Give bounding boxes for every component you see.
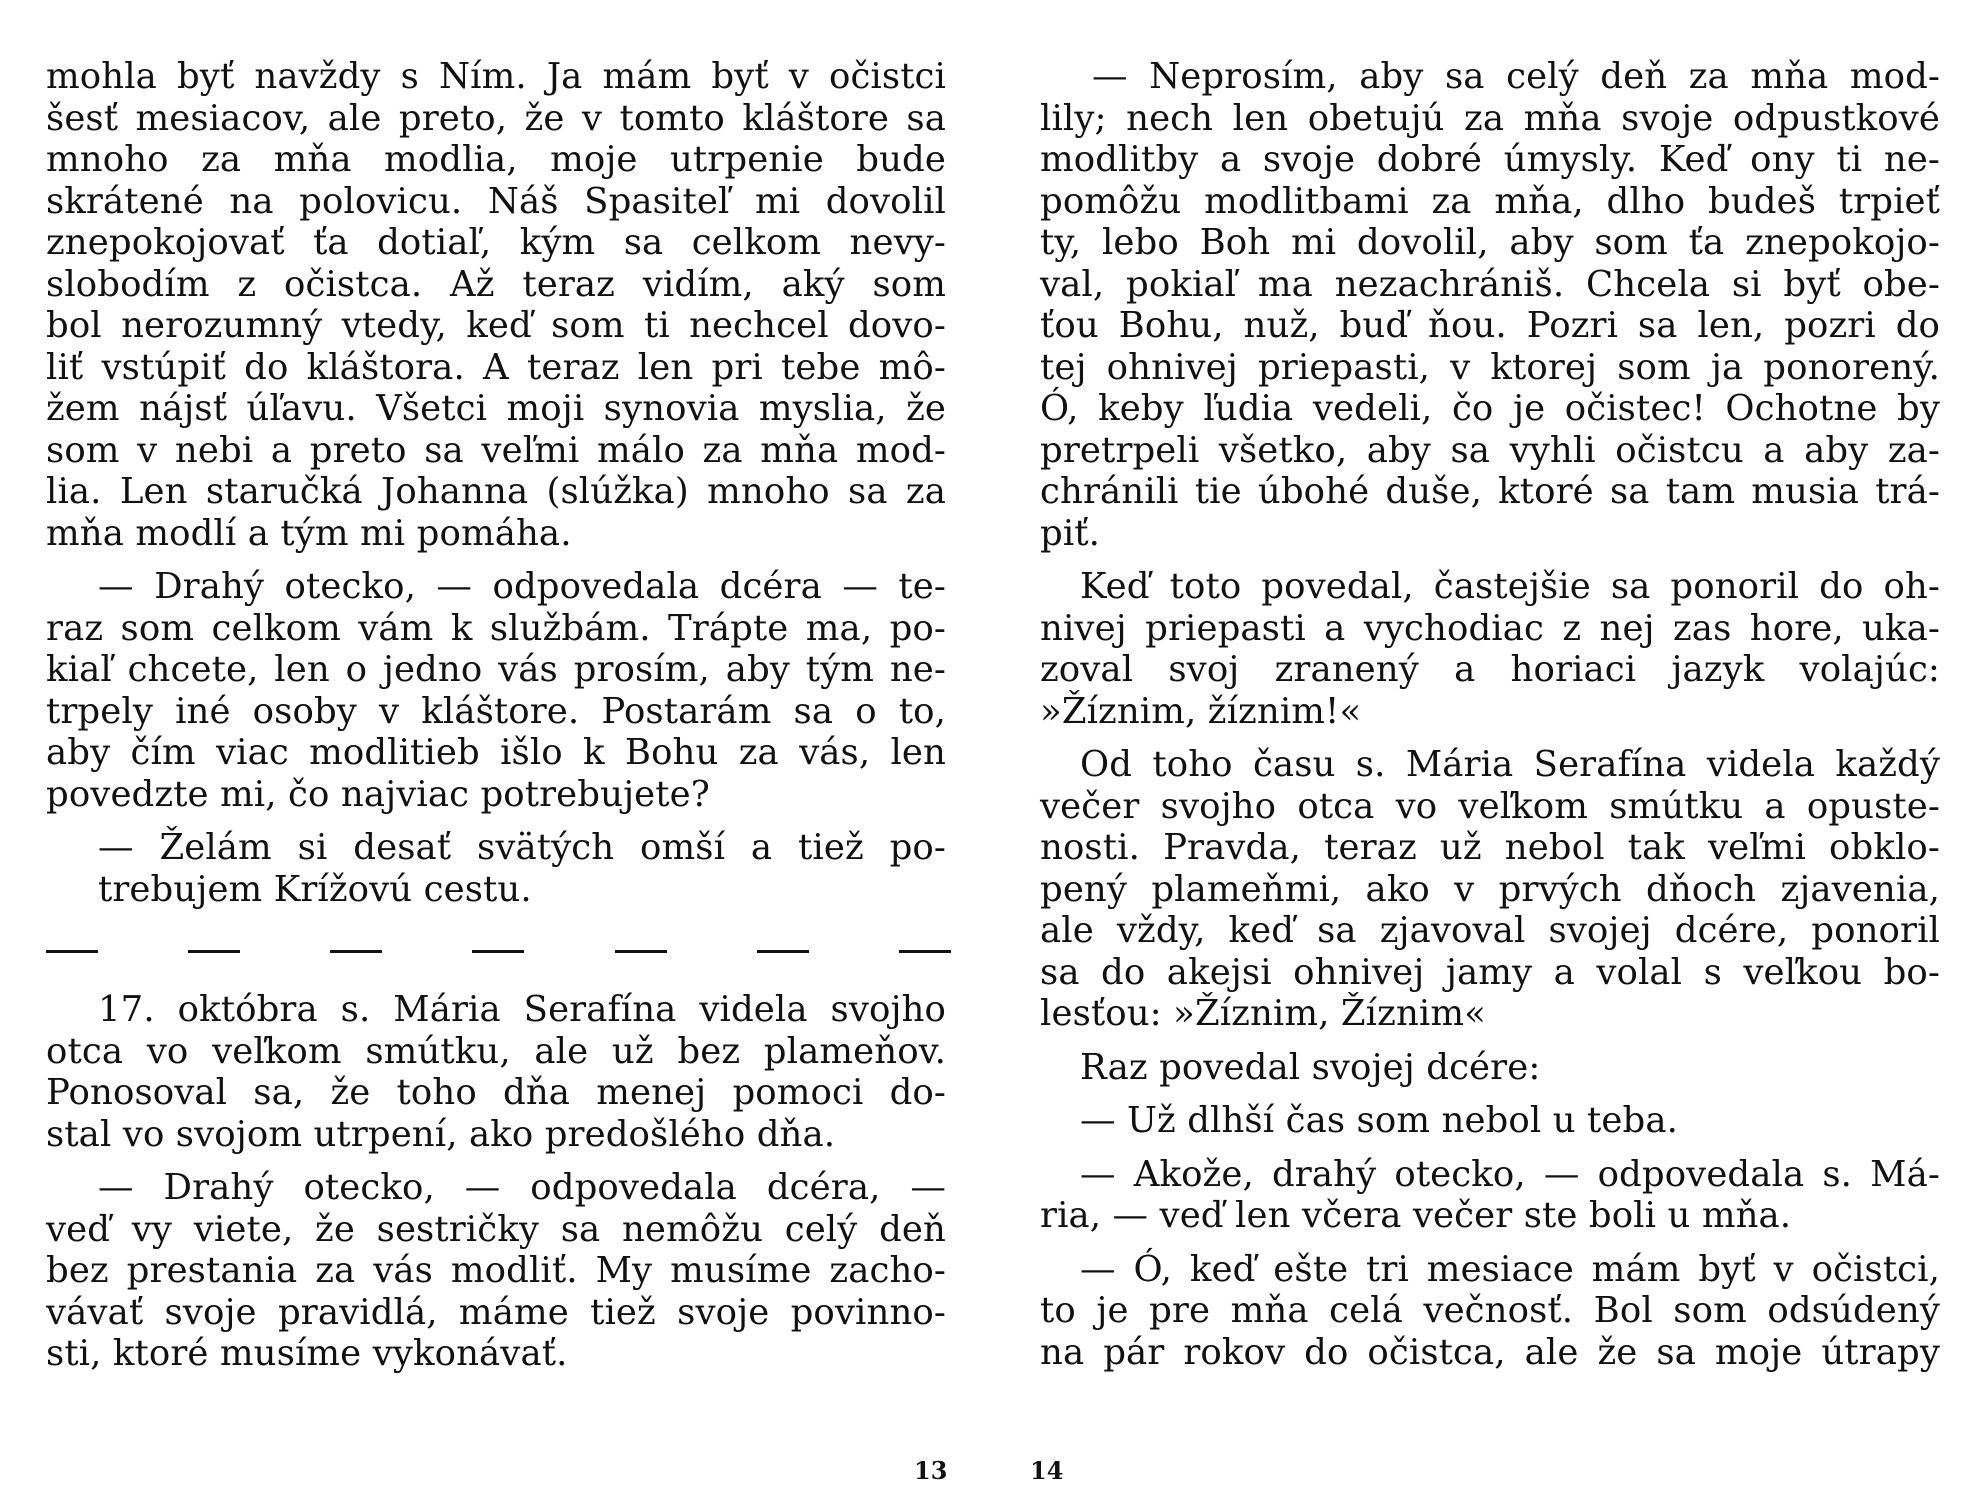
paragraph-gap xyxy=(1040,1035,1940,1047)
paragraph-gap xyxy=(1040,732,1940,744)
text-line: bez prestania za vás modliť. My musíme zacho- xyxy=(46,1250,946,1291)
text-line: aby čím viac modlitieb išlo k Bohu za vás, len xyxy=(46,732,946,773)
text-line: na pár rokov do očistca, ale že sa moje útrapy xyxy=(1040,1331,1940,1373)
text-line: pomôžu modlitbami za mňa, dlho budeš trpieť xyxy=(1040,180,1940,222)
text-line: piť. xyxy=(1040,512,1101,554)
dash-rule xyxy=(615,950,667,953)
text-line: liť vstúpiť do kláštora. A teraz len pri tebe mô- xyxy=(46,346,946,388)
text-line: to je pre mňa celá večnosť. Bol som odsúdený xyxy=(1040,1290,1940,1331)
paragraph xyxy=(1040,56,1940,554)
text-line: »Žíznim, žíznim!« xyxy=(1040,690,1362,732)
text-line: kiaľ chcete, len o jedno vás prosím, aby tým ne- xyxy=(46,649,946,690)
text-line: raz som celkom vám k službám. Trápte ma, po- xyxy=(46,607,946,649)
dash-rule xyxy=(46,950,98,953)
dash-rule xyxy=(899,950,951,953)
text-line: trebujem Krížovú cestu. xyxy=(98,868,532,910)
paragraph-gap xyxy=(1040,1088,1940,1100)
dash-rule xyxy=(330,950,382,953)
text-line: 17. októbra s. Mária Serafína videla svojho xyxy=(98,989,946,1030)
paragraph xyxy=(46,56,946,554)
text-line: Ó, keby ľudia vedeli, čo je očistec! Ochotne by xyxy=(1040,388,1940,429)
text-line: pretrpeli všetko, aby sa vyhli očistcu a aby za- xyxy=(1040,429,1940,471)
paragraph xyxy=(46,566,946,815)
paragraph xyxy=(1040,1047,1940,1089)
paragraph-gap xyxy=(1040,1142,1940,1154)
text-line: — Akože, drahý otecko, — odpovedala s. Má- xyxy=(1080,1153,1940,1195)
dash-rule xyxy=(188,950,240,953)
text-line: tej ohnivej priepasti, v ktorej som ja ponorený. xyxy=(1040,346,1940,388)
text-line: Keď toto povedal, častejšie sa ponoril do oh- xyxy=(1080,566,1940,607)
text-line: ria, — veď len včera večer ste boli u mňa. xyxy=(1040,1195,1792,1236)
text-line: trpely iné osoby v kláštore. Postarám sa o to, xyxy=(46,690,946,732)
text-line: lia. Len staručká Johanna (slúžka) mnoho sa za xyxy=(46,471,946,512)
text-line: val, pokiaľ ma nezachrániš. Chcela si byť obe- xyxy=(1040,263,1940,305)
dash-rule xyxy=(757,950,809,953)
page-number-right: 14 xyxy=(1030,1456,1064,1485)
text-line: zoval svoj zranený a horiaci jazyk volajúc: xyxy=(1040,649,1940,690)
text-line: pený plameňmi, ako v prvých dňoch zjavenia, xyxy=(1040,868,1940,910)
text-line: veď vy viete, že sestričky sa nemôžu celý deň xyxy=(46,1208,946,1250)
paragraph xyxy=(1040,566,1940,732)
paragraph xyxy=(1040,744,1940,1035)
text-line: ty, lebo Boh mi dovolil, aby som ťa znepokojo- xyxy=(1040,222,1940,263)
paragraph-gap xyxy=(46,1155,946,1167)
text-line: znepokojovať ťa dotiaľ, kým sa celkom nevy- xyxy=(46,222,946,263)
text-line: stal vo svojom utrpení, ako predošlého dňa. xyxy=(46,1113,836,1155)
text-line: som v nebi a preto sa veľmi málo za mňa mod- xyxy=(46,429,946,471)
text-line: modlitby a svoje dobré úmysly. Keď ony ti ne- xyxy=(1040,139,1940,180)
text-line: lily; nech len obetujú za mňa svoje odpustkové xyxy=(1040,97,1940,139)
text-line: nosti. Pravda, teraz už nebol tak veľmi obklo- xyxy=(1040,827,1940,868)
text-line: večer svojho otca vo veľkom smútku a opuste- xyxy=(1040,785,1940,827)
text-line: mohla byť navždy s Ním. Ja mám byť v očistci xyxy=(46,56,946,97)
text-line: skrátené na polovicu. Náš Spasiteľ mi dovolil xyxy=(46,180,946,222)
text-line: — Ó, keď ešte tri mesiace mám byť v očistci, xyxy=(1080,1248,1940,1290)
paragraph xyxy=(46,827,946,910)
paragraph-gap xyxy=(1040,1237,1940,1249)
text-line: — Drahý otecko, — odpovedala dcéra — te- xyxy=(98,566,946,607)
text-line: — Želám si desať svätých omší a tiež po- xyxy=(98,827,946,868)
text-line: lesťou: »Žíznim, Žíznim« xyxy=(1040,993,1486,1034)
dash-rule xyxy=(472,950,524,953)
paragraph xyxy=(1040,1154,1940,1237)
paragraph-gap xyxy=(46,554,946,566)
text-line: povedzte mi, čo najviac potrebujete? xyxy=(46,773,710,815)
text-line: — Neprosím, aby sa celý deň za mňa mod- xyxy=(1092,56,1940,97)
text-line: Od toho času s. Mária Serafína videla každý xyxy=(1080,744,1940,785)
text-line: — Už dlhší čas som nebol u teba. xyxy=(1080,1100,1678,1141)
text-line: chránili tie úbohé duše, ktoré sa tam musia trá- xyxy=(1040,471,1940,512)
right-page xyxy=(1040,56,1940,1373)
text-line: žem nájsť úľavu. Všetci moji synovia myslia, že xyxy=(46,388,946,429)
left-page xyxy=(46,56,946,1375)
paragraph-gap xyxy=(46,815,946,827)
page-number-left: 13 xyxy=(914,1456,948,1485)
paragraph-gap xyxy=(1040,554,1940,566)
text-line: bol nerozumný vtedy, keď som ti nechcel dovo- xyxy=(46,305,946,346)
paragraph xyxy=(46,1167,946,1375)
paragraph xyxy=(1040,1100,1940,1142)
text-line: Raz povedal svojej dcére: xyxy=(1080,1046,1541,1088)
paragraph xyxy=(46,989,946,1155)
text-line: mňa modlí a tým mi pomáha. xyxy=(46,512,572,554)
text-line: Ponosoval sa, že toho dňa menej pomoci do- xyxy=(46,1072,946,1113)
section-divider xyxy=(46,950,951,953)
text-line: mnoho za mňa modlia, moje utrpenie bude xyxy=(46,139,946,180)
text-line: sti, ktoré musíme vykonávať. xyxy=(46,1333,568,1374)
text-line: — Drahý otecko, — odpovedala dcéra, — xyxy=(98,1167,946,1208)
paragraph xyxy=(1040,1249,1940,1374)
text-line: šesť mesiacov, ale preto, že v tomto kláštore sa xyxy=(46,97,946,139)
text-line: ťou Bohu, nuž, buď ňou. Pozri sa len, pozri do xyxy=(1040,305,1940,346)
text-line: vávať svoje pravidlá, máme tiež svoje povinno- xyxy=(46,1291,946,1333)
text-line: ale vždy, keď sa zjavoval svojej dcére, ponoril xyxy=(1040,910,1940,951)
text-line: nivej priepasti a vychodiac z nej zas hore, uka- xyxy=(1040,607,1940,649)
text-line: sa do akejsi ohnivej jamy a volal s veľkou bo- xyxy=(1040,951,1940,993)
text-line: slobodím z očistca. Až teraz vidím, aký som xyxy=(46,263,946,305)
text-line: otca vo veľkom smútku, ale už bez plameňov. xyxy=(46,1030,946,1072)
